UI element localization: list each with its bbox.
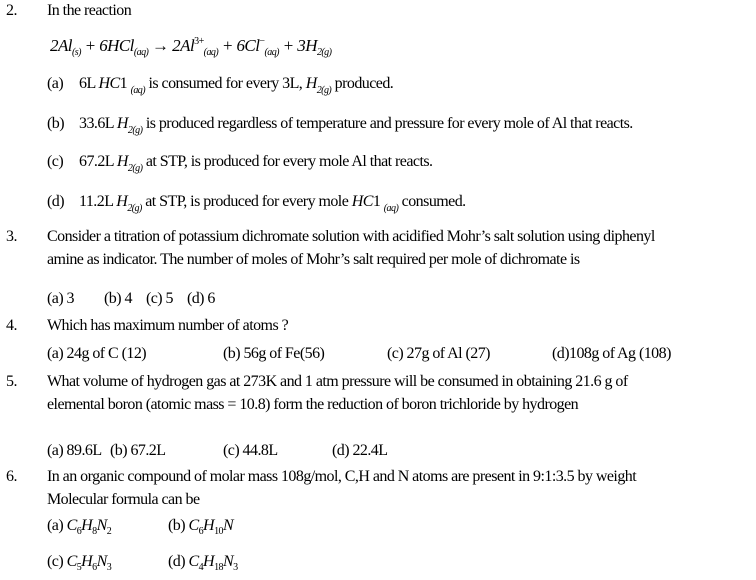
option-d: (d) 11.2L $H_{2(g)}$ at STP, is produced for every mole HC1 $_{(aq)}$ consumed. bbox=[47, 193, 466, 214]
option-c: (c) 27g of Al (27) bbox=[387, 345, 490, 362]
option-d: (d)108g of Ag (108) bbox=[552, 345, 671, 362]
option-b: (b) 56g of Fe(56) bbox=[223, 345, 325, 362]
question-line: Which has maximum number of atoms ? bbox=[47, 317, 289, 334]
question-number: 6. bbox=[6, 468, 17, 485]
question-number: 4. bbox=[6, 317, 17, 334]
option-b: (b) $C_6H_{10}N$ bbox=[168, 517, 234, 537]
question-number: 5. bbox=[6, 373, 17, 390]
question-stem: In the reaction bbox=[47, 2, 132, 19]
question-line: elemental boron (atomic mass = 10.8) form the reduction of boron trichloride by hydrogen bbox=[47, 396, 579, 413]
option-b: (b) 33.6L $H_{2(g)}$ is produced regardless of temperature and pressure for every mole of Al that reacts. bbox=[47, 115, 633, 136]
question-line: Consider a titration of potassium dichromate solution with acidified Mohr’s salt solution using diphenyl bbox=[47, 228, 655, 245]
question-number: 2. bbox=[6, 2, 17, 19]
option-d: (d) $C_4H_{18}N_3$ bbox=[168, 553, 238, 573]
option-c: (c) 44.8L bbox=[223, 442, 278, 459]
question-line: amine as indicator. The number of moles of Mohr’s salt required per mole of dichromate is bbox=[47, 251, 580, 268]
reaction-equation: $2Al_{(s)} + 6HCl_{(aq)} \to 2Al^{3+}_{(aq)} + 6Cl^-_{(aq)} + 3H_{2(g)}$ bbox=[50, 36, 332, 58]
question-line: What volume of hydrogen gas at 273K and 1 atm pressure will be consumed in obtaining 21.6 g of bbox=[47, 373, 628, 390]
option-c: (c) 67.2L $H_{2(g)}$ at STP, is produced for every mole Al that reacts. bbox=[47, 153, 433, 174]
option-a: (a) 6L HC1 $_{(aq)}$ is consumed for every 3L, $H_{2(g)}$ produced. bbox=[47, 75, 394, 96]
question-number: 3. bbox=[6, 228, 17, 245]
question-line: In an organic compound of molar mass 108g/mol, C,H and N atoms are present in 9:1:3.5 by weight bbox=[47, 468, 637, 485]
option-a: (a) 24g of C (12) bbox=[47, 345, 147, 362]
question-line: Molecular formula can be bbox=[47, 491, 200, 508]
options-row: (a) 3 (b) 4 (c) 5 (d) 6 bbox=[47, 290, 215, 307]
option-c: (c) $C_5H_6N_3$ bbox=[47, 553, 112, 573]
option-a: (a) $C_6H_8N_2$ bbox=[47, 517, 112, 537]
option-b: (b) 67.2L bbox=[110, 442, 166, 459]
option-a: (a) 89.6L bbox=[47, 442, 102, 459]
option-d: (d) 22.4L bbox=[332, 442, 388, 459]
